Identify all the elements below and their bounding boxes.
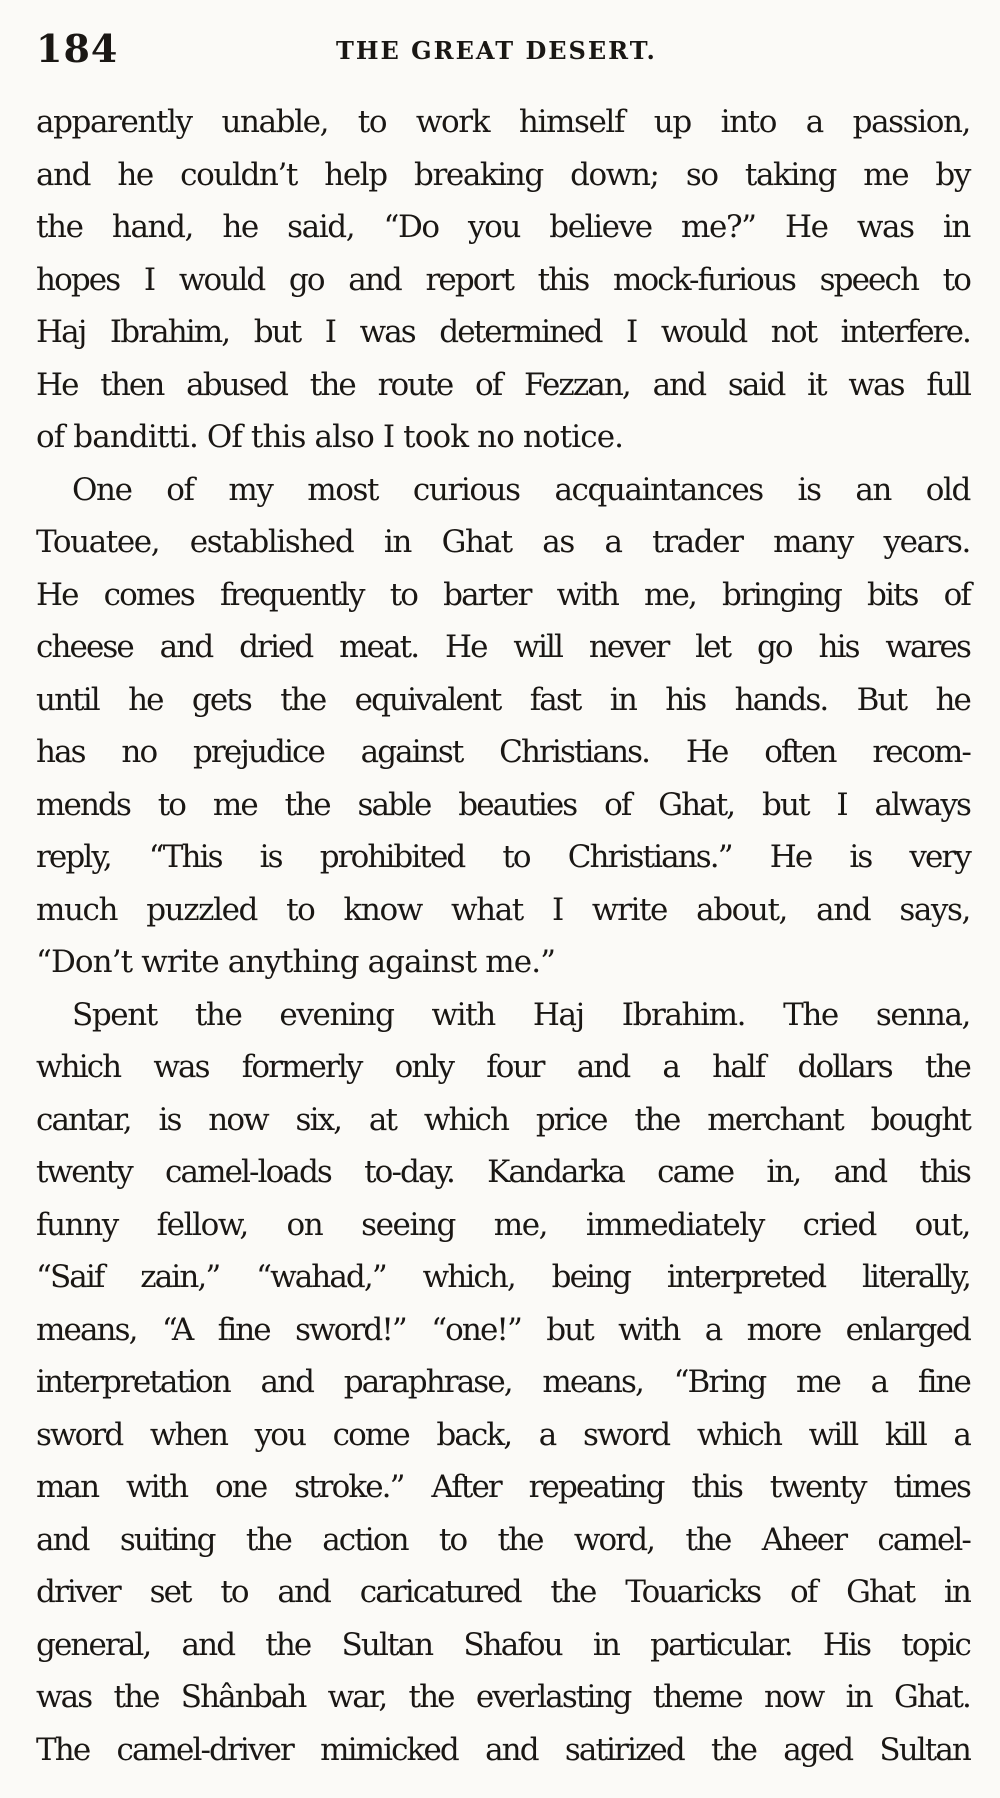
text-line: cheese and dried meat. He will never let go his wares bbox=[36, 629, 970, 665]
text-line: hopes I would go and report this mock-furious speech to bbox=[36, 261, 970, 298]
text-line: the hand, he said, “Do you believe me?” He was in bbox=[36, 209, 970, 245]
text-line: until he gets the equivalent fast in his hands. But he bbox=[36, 681, 970, 718]
text-line: of banditti. Of this also I took no notice. bbox=[36, 419, 624, 455]
text-line: One of my most curious acquaintances is an old bbox=[72, 471, 970, 508]
text-line: and suiting the action to the word, the Aheer camel- bbox=[36, 1521, 970, 1558]
text-line: which was formerly only four and a half dollars the bbox=[36, 1049, 970, 1085]
text-line: driver set to and caricatured the Touaricks of Ghat in bbox=[36, 1574, 970, 1610]
text-line: The camel-driver mimicked and satirized the aged Sultan bbox=[36, 1731, 970, 1768]
text-line: and he couldn’t help breaking down; so taking me by bbox=[36, 156, 970, 193]
text-line: sword when you come back, a sword which will kill a bbox=[36, 1416, 970, 1453]
text-line: apparently unable, to work himself up into a passion, bbox=[36, 104, 970, 140]
text-line: Haj Ibrahim, but I was determined I would not interfere. bbox=[36, 314, 970, 350]
page-header bbox=[36, 26, 970, 76]
text-line: He comes frequently to barter with me, bringing bits of bbox=[36, 576, 970, 613]
text-line: Spent the evening with Haj Ibrahim. The senna, bbox=[72, 996, 970, 1033]
text-line: funny fellow, on seeing me, immediately cried out, bbox=[36, 1206, 970, 1243]
running-head: THE GREAT DESERT. bbox=[336, 36, 657, 65]
text-line: much puzzled to know what I write about, and says, bbox=[36, 891, 970, 928]
text-line: He then abused the route of Fezzan, and said it was full bbox=[36, 366, 970, 403]
text-line: has no prejudice against Christians. He often recom- bbox=[36, 734, 970, 770]
text-line: reply, “This is prohibited to Christians.” He is very bbox=[36, 839, 970, 875]
text-line: twenty camel-loads to-day. Kandarka came in, and this bbox=[36, 1154, 970, 1190]
text-line: cantar, is now six, at which price the merchant bought bbox=[36, 1101, 970, 1138]
text-line: “Don’t write anything against me.” bbox=[36, 944, 556, 980]
text-line: mends to me the sable beauties of Ghat, but I always bbox=[36, 786, 970, 823]
text-line: general, and the Sultan Shafou in particular. His topic bbox=[36, 1626, 970, 1663]
text-line: means, “A fine sword!” “one!” but with a more enlarged bbox=[36, 1311, 970, 1348]
text-line: Touatee, established in Ghat as a trader many years. bbox=[36, 524, 970, 560]
body-text bbox=[36, 96, 970, 1776]
text-line: interpretation and paraphrase, means, “Bring me a fine bbox=[36, 1364, 970, 1400]
text-line: was the Shânbah war, the everlasting theme now in Ghat. bbox=[36, 1679, 970, 1715]
text-line: man with one stroke.” After repeating this twenty times bbox=[36, 1469, 970, 1505]
page-number: 184 bbox=[36, 26, 119, 71]
text-line: “Saif zain,” “wahad,” which, being interpreted literally, bbox=[36, 1259, 970, 1295]
